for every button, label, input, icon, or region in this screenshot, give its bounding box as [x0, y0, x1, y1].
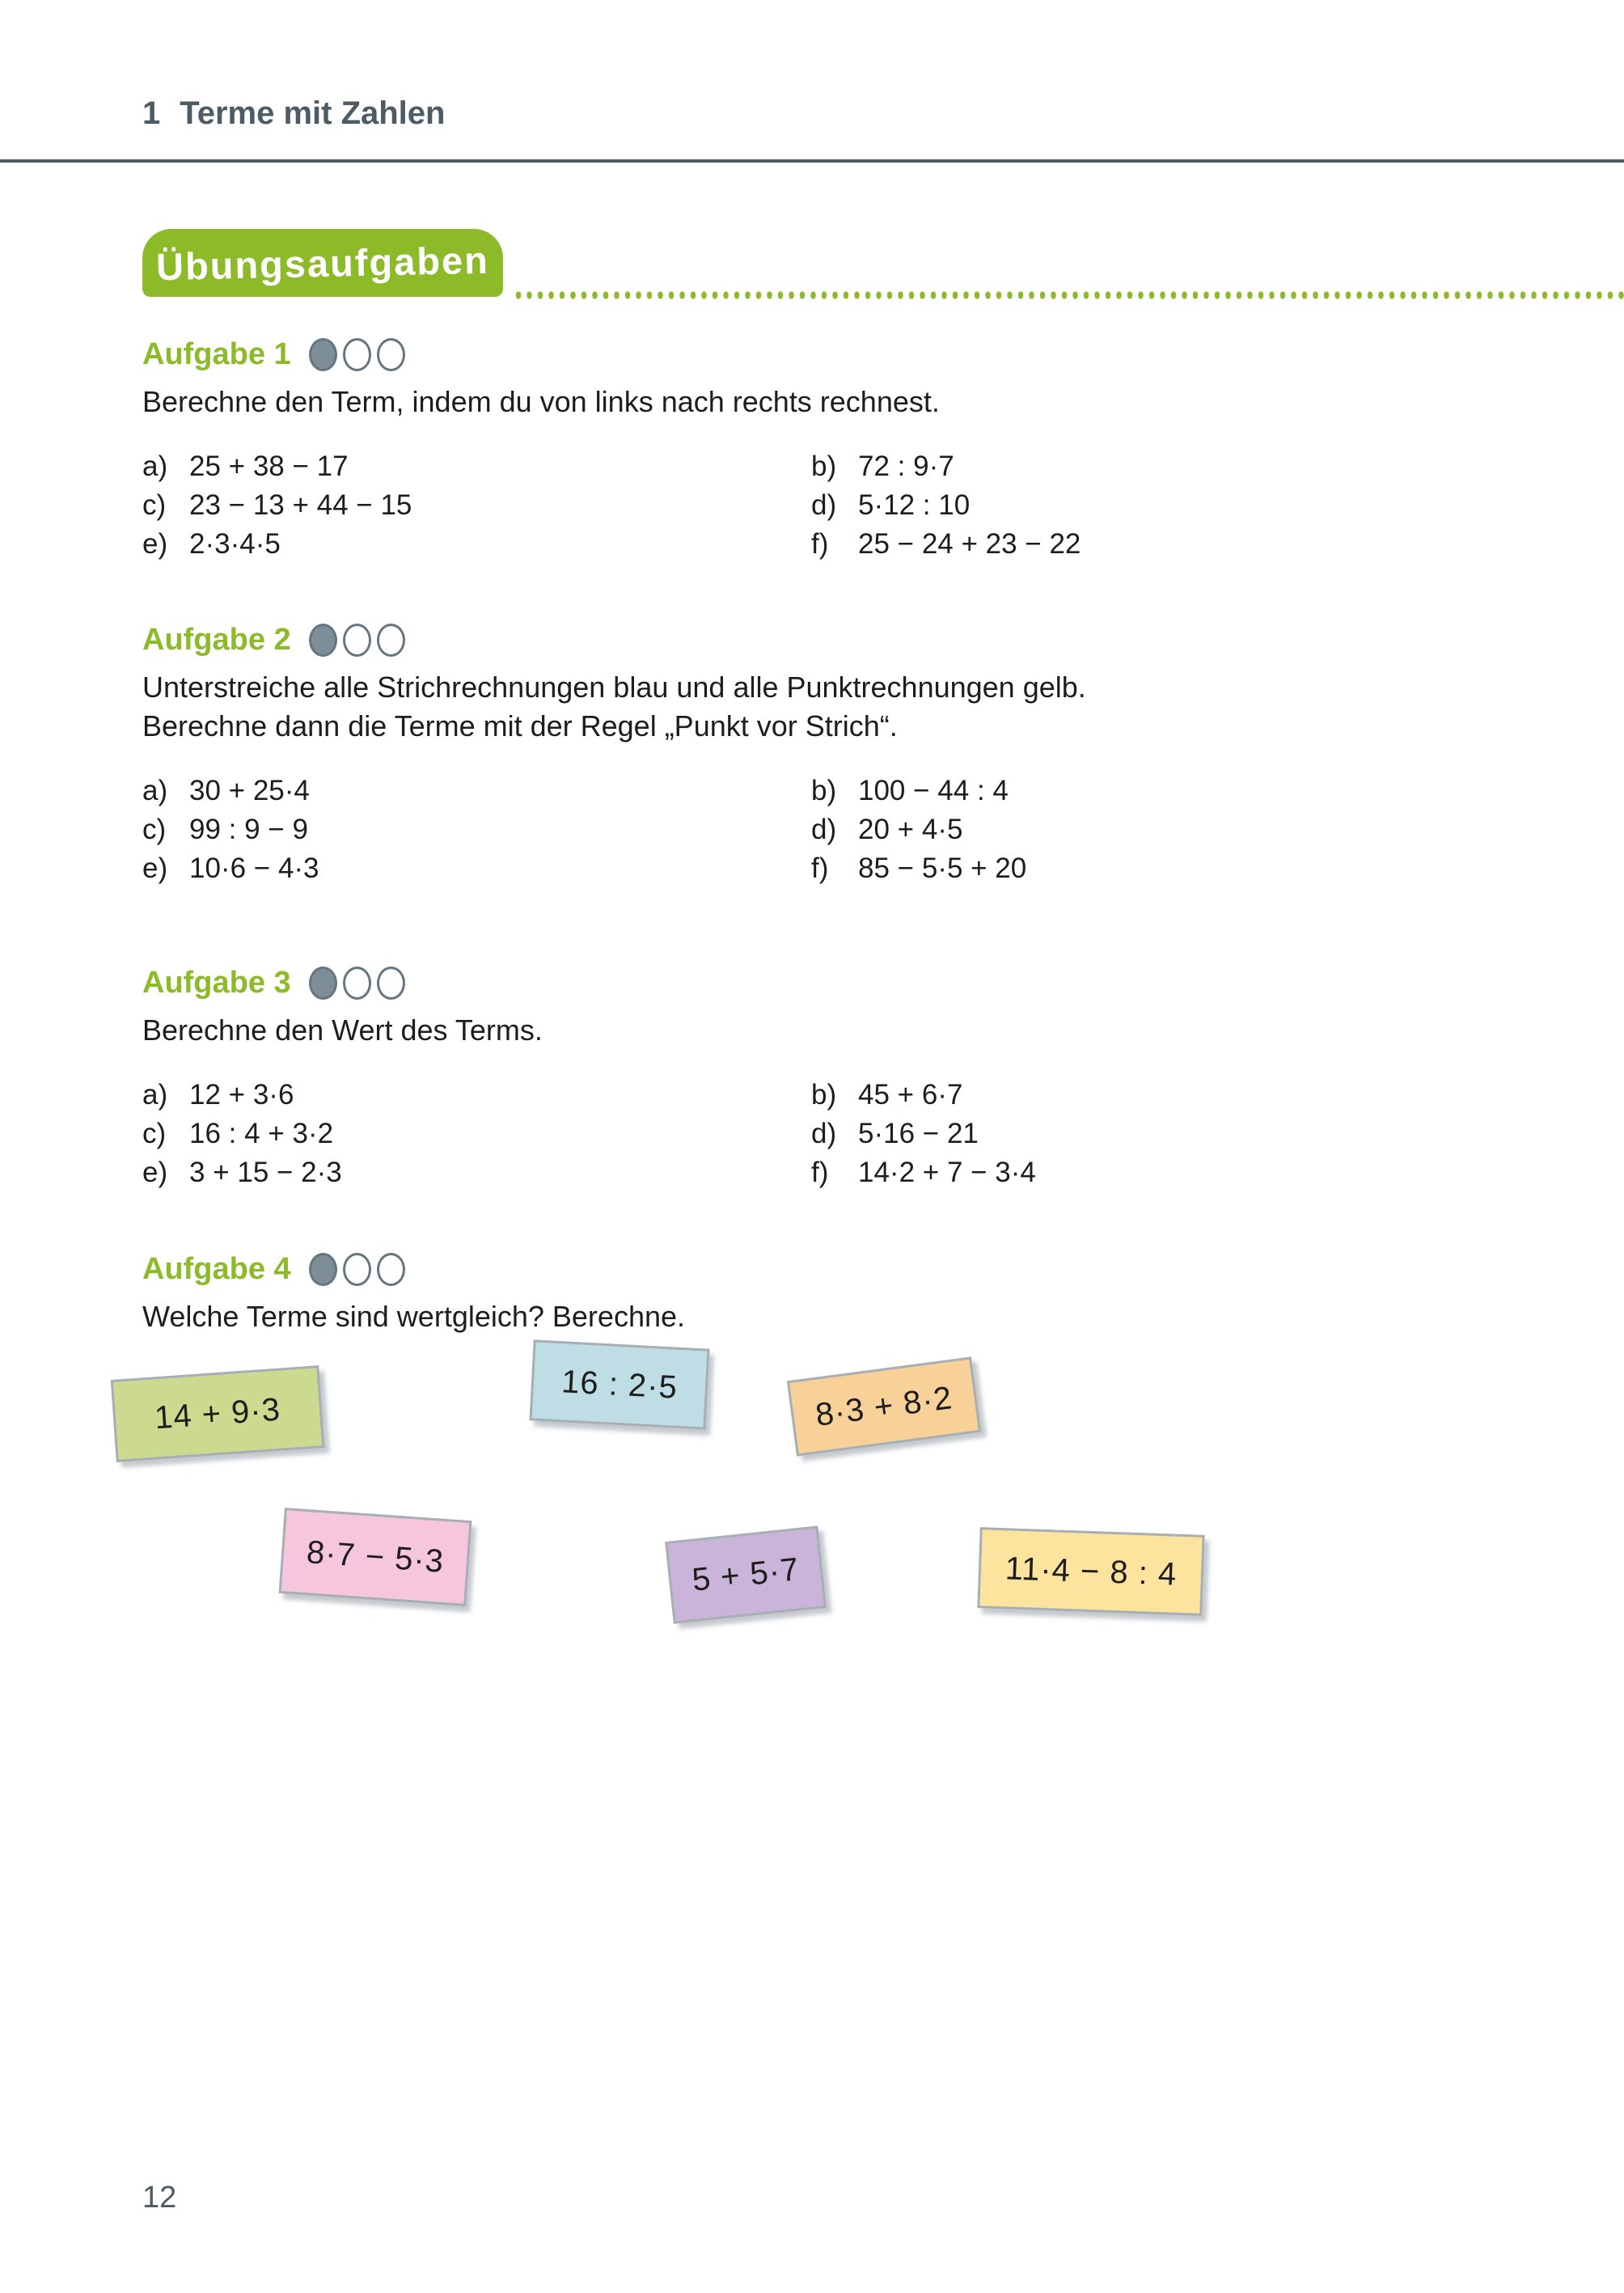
item-label: f) [811, 852, 829, 884]
difficulty-indicator [309, 967, 405, 1000]
task-items [142, 1076, 1592, 1192]
task-header [142, 964, 1592, 1001]
item-expression: 14·2 + 7 − 3·4 [858, 1157, 1036, 1188]
exercise-item [811, 1115, 1592, 1153]
exercise-item [142, 1076, 811, 1115]
term-tile-text: 8·7 − 5·3 [305, 1534, 446, 1580]
difficulty-dot-filled [309, 338, 337, 371]
item-expression: 12 + 3·6 [189, 1079, 294, 1111]
exercise-item [142, 525, 811, 564]
term-tile [279, 1508, 472, 1606]
term-tile [977, 1527, 1204, 1616]
page-number: 12 [142, 2181, 177, 2215]
item-expression: 72 : 9·7 [858, 451, 954, 482]
item-expression: 16 : 4 + 3·2 [189, 1118, 334, 1149]
exercise-item [811, 525, 1592, 564]
exercise-item [811, 810, 1592, 849]
difficulty-indicator [309, 624, 405, 657]
exercise-item [811, 447, 1592, 486]
exercise-item [811, 849, 1592, 888]
chapter-number: 1 [142, 95, 161, 131]
task-instruction-line: Berechne dann die Terme mit der Regel „Punkt vor Strich“. [142, 709, 898, 742]
item-label: f) [811, 1157, 829, 1188]
term-tile-text: 8·3 + 8·2 [813, 1379, 955, 1433]
exercise-item [811, 1153, 1592, 1192]
item-expression: 99 : 9 − 9 [189, 814, 308, 845]
term-tile-text: 11·4 − 8 : 4 [1004, 1550, 1178, 1593]
chapter-title: Terme mit Zahlen [180, 95, 446, 131]
task-title: Aufgabe 4 [142, 1252, 291, 1286]
item-label: d) [811, 1118, 837, 1149]
task-title: Aufgabe 1 [142, 337, 291, 371]
task-title: Aufgabe 2 [142, 623, 291, 657]
dotted-separator [513, 290, 1624, 301]
exercise-item [811, 772, 1592, 810]
term-tile [665, 1525, 827, 1623]
task-instructions [142, 383, 1592, 421]
task-instruction-line: Berechne den Wert des Terms. [142, 1013, 543, 1047]
item-expression: 2·3·4·5 [189, 528, 281, 560]
term-tile-text: 5 + 5·7 [690, 1551, 801, 1598]
item-label: f) [811, 528, 829, 560]
exercise-item [142, 486, 811, 525]
difficulty-dot-empty [377, 967, 405, 1000]
task-title: Aufgabe 3 [142, 966, 291, 1000]
item-label: b) [811, 1079, 837, 1111]
difficulty-dot-empty [343, 624, 371, 657]
item-expression: 30 + 25·4 [189, 775, 310, 806]
item-label: e) [142, 852, 168, 884]
task-header [142, 621, 1592, 658]
task-instruction-line: Unterstreiche alle Strichrechnungen blau und alle Punktrechnungen gelb. [142, 671, 1086, 704]
header-divider [0, 159, 1624, 163]
item-label: a) [142, 1079, 168, 1111]
task-instructions [142, 668, 1592, 746]
item-expression: 5·16 − 21 [858, 1118, 979, 1149]
item-expression: 5·12 : 10 [858, 489, 971, 521]
task-aufgabe-2 [142, 621, 1592, 888]
task-header [142, 336, 1592, 373]
term-tile [530, 1339, 710, 1429]
item-expression: 23 − 13 + 44 − 15 [189, 489, 412, 521]
difficulty-dot-empty [377, 624, 405, 657]
item-expression: 45 + 6·7 [858, 1079, 963, 1111]
item-expression: 25 + 38 − 17 [189, 451, 349, 482]
task-items [142, 772, 1592, 888]
badge-label: Übungsaufgaben [155, 238, 490, 288]
chapter-heading [142, 95, 445, 132]
exercise-item [142, 810, 811, 849]
difficulty-dot-empty [377, 1253, 405, 1286]
task-aufgabe-1 [142, 336, 1592, 564]
term-tile [787, 1356, 981, 1456]
item-expression: 10·6 − 4·3 [189, 852, 319, 884]
uebungsaufgaben-badge [142, 229, 503, 297]
task-instructions [142, 1297, 1592, 1336]
term-tile-text: 14 + 9·3 [153, 1391, 282, 1436]
exercise-item [142, 772, 811, 810]
task-header [142, 1250, 1592, 1288]
item-label: c) [142, 814, 167, 845]
exercise-item [811, 486, 1592, 525]
difficulty-dot-empty [343, 967, 371, 1000]
task-instruction-line: Berechne den Term, indem du von links nach rechts rechnest. [142, 385, 940, 418]
term-tile-text: 16 : 2·5 [560, 1363, 679, 1406]
exercise-item [811, 1076, 1592, 1115]
item-label: d) [811, 814, 837, 845]
difficulty-dot-filled [309, 967, 337, 1000]
exercise-item [142, 447, 811, 486]
difficulty-dot-filled [309, 1253, 337, 1286]
item-expression: 20 + 4·5 [858, 814, 963, 845]
item-label: c) [142, 489, 167, 521]
task-aufgabe-3 [142, 964, 1592, 1192]
item-label: c) [142, 1118, 167, 1149]
difficulty-dot-empty [343, 1253, 371, 1286]
task-aufgabe-4 [142, 1250, 1592, 1362]
item-expression: 25 − 24 + 23 − 22 [858, 528, 1081, 560]
difficulty-dot-empty [377, 338, 405, 371]
item-expression: 85 − 5·5 + 20 [858, 852, 1027, 884]
item-label: a) [142, 451, 168, 482]
item-label: b) [811, 451, 837, 482]
task-items [142, 447, 1592, 564]
item-label: d) [811, 489, 837, 521]
difficulty-indicator [309, 1253, 405, 1286]
item-label: e) [142, 1157, 168, 1188]
item-expression: 3 + 15 − 2·3 [189, 1157, 342, 1188]
task-instruction-line: Welche Terme sind wertgleich? Berechne. [142, 1300, 686, 1333]
item-label: b) [811, 775, 837, 806]
difficulty-dot-filled [309, 624, 337, 657]
exercise-item [142, 849, 811, 888]
exercise-item [142, 1153, 811, 1192]
exercise-item [142, 1115, 811, 1153]
difficulty-indicator [309, 338, 405, 371]
item-label: a) [142, 775, 168, 806]
term-tile [111, 1365, 324, 1462]
item-expression: 100 − 44 : 4 [858, 775, 1009, 806]
difficulty-dot-empty [343, 338, 371, 371]
task-instructions [142, 1011, 1592, 1050]
item-label: e) [142, 528, 168, 560]
